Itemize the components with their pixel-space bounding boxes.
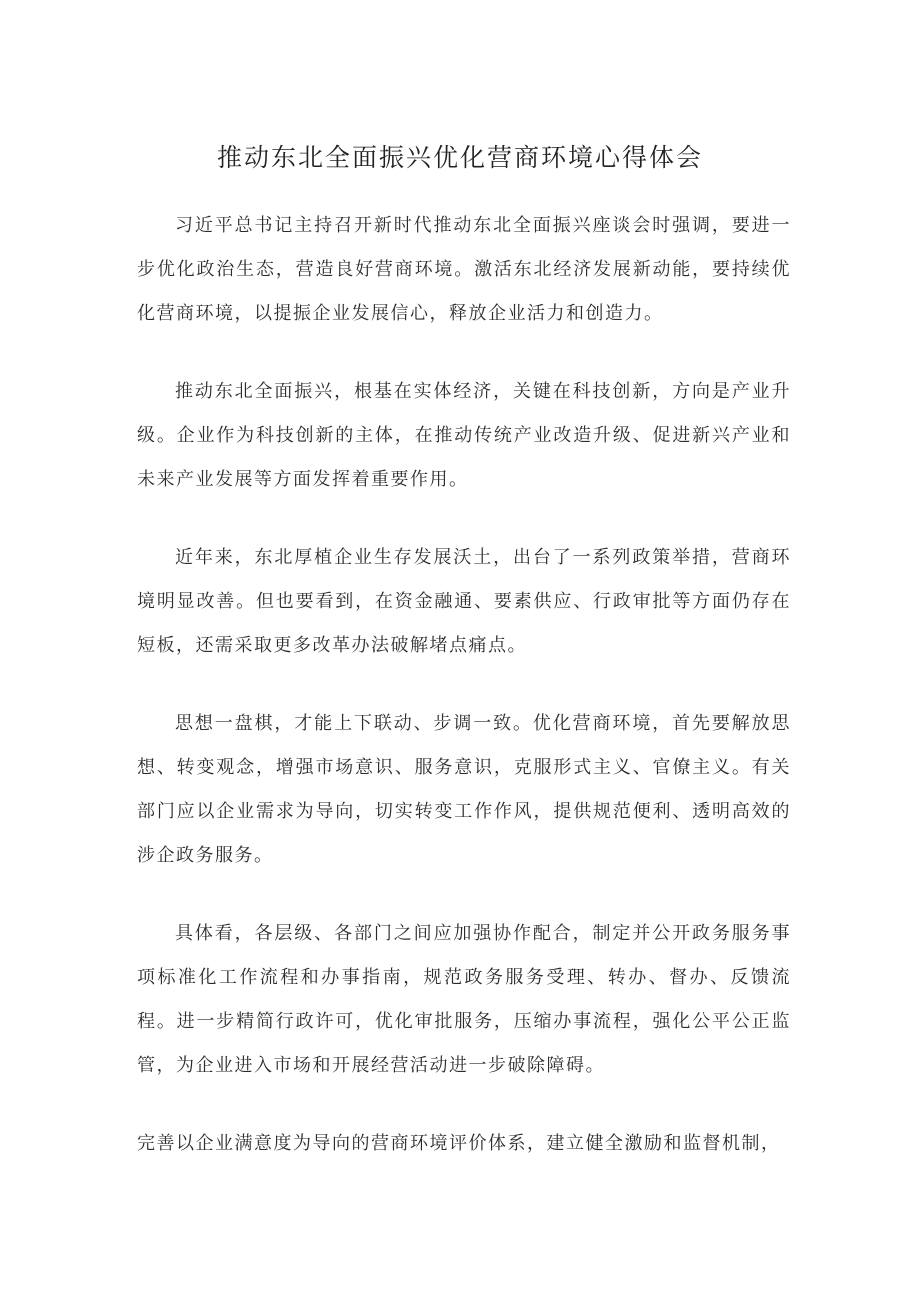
paragraph-3: 近年来，东北厚植企业生存发展沃土，出台了一系列政策举措，营商环境明显改善。但也要看到，在资金融通、要素供应、行政审批等方面仍存在短板，还需采取更多改革办法破解堵点痛点。 [137,547,791,656]
document-title: 推动东北全面振兴优化营商环境心得体会 [216,143,703,172]
paragraph-6: 完善以企业满意度为导向的营商环境评价体系，建立健全激励和监督机制， [137,1133,781,1154]
paragraph-1: 习近平总书记主持召开新时代推动东北全面振兴座谈会时强调，要进一步优化政治生态，营造良好营商环境。激活东北经济发展新动能，要持续优化营商环境，以提振企业发展信心，释放企业活力和创造力。 [137,215,791,324]
paragraph-2: 推动东北全面振兴，根基在实体经济，关键在科技创新，方向是产业升级。企业作为科技创新的主体，在推动传统产业改造升级、促进新兴产业和未来产业发展等方面发挥着重要作用。 [137,381,791,490]
paragraph-4: 思想一盘棋，才能上下联动、步调一致。优化营商环境，首先要解放思想、转变观念，增强市场意识、服务意识，克服形式主义、官僚主义。有关部门应以企业需求为导向，切实转变工作作风，提供规范便利、透明高效的涉企政务服务。 [137,713,791,866]
document-body [137,204,791,1200]
paragraph-5: 具体看，各层级、各部门之间应加强协作配合，制定并公开政务服务事项标准化工作流程和办事指南，规范政务服务受理、转办、督办、反馈流程。进一步精简行政许可，优化审批服务，压缩办事流程，强化公平公正监管，为企业进入市场和开展经营活动进一步破除障碍。 [137,923,791,1076]
